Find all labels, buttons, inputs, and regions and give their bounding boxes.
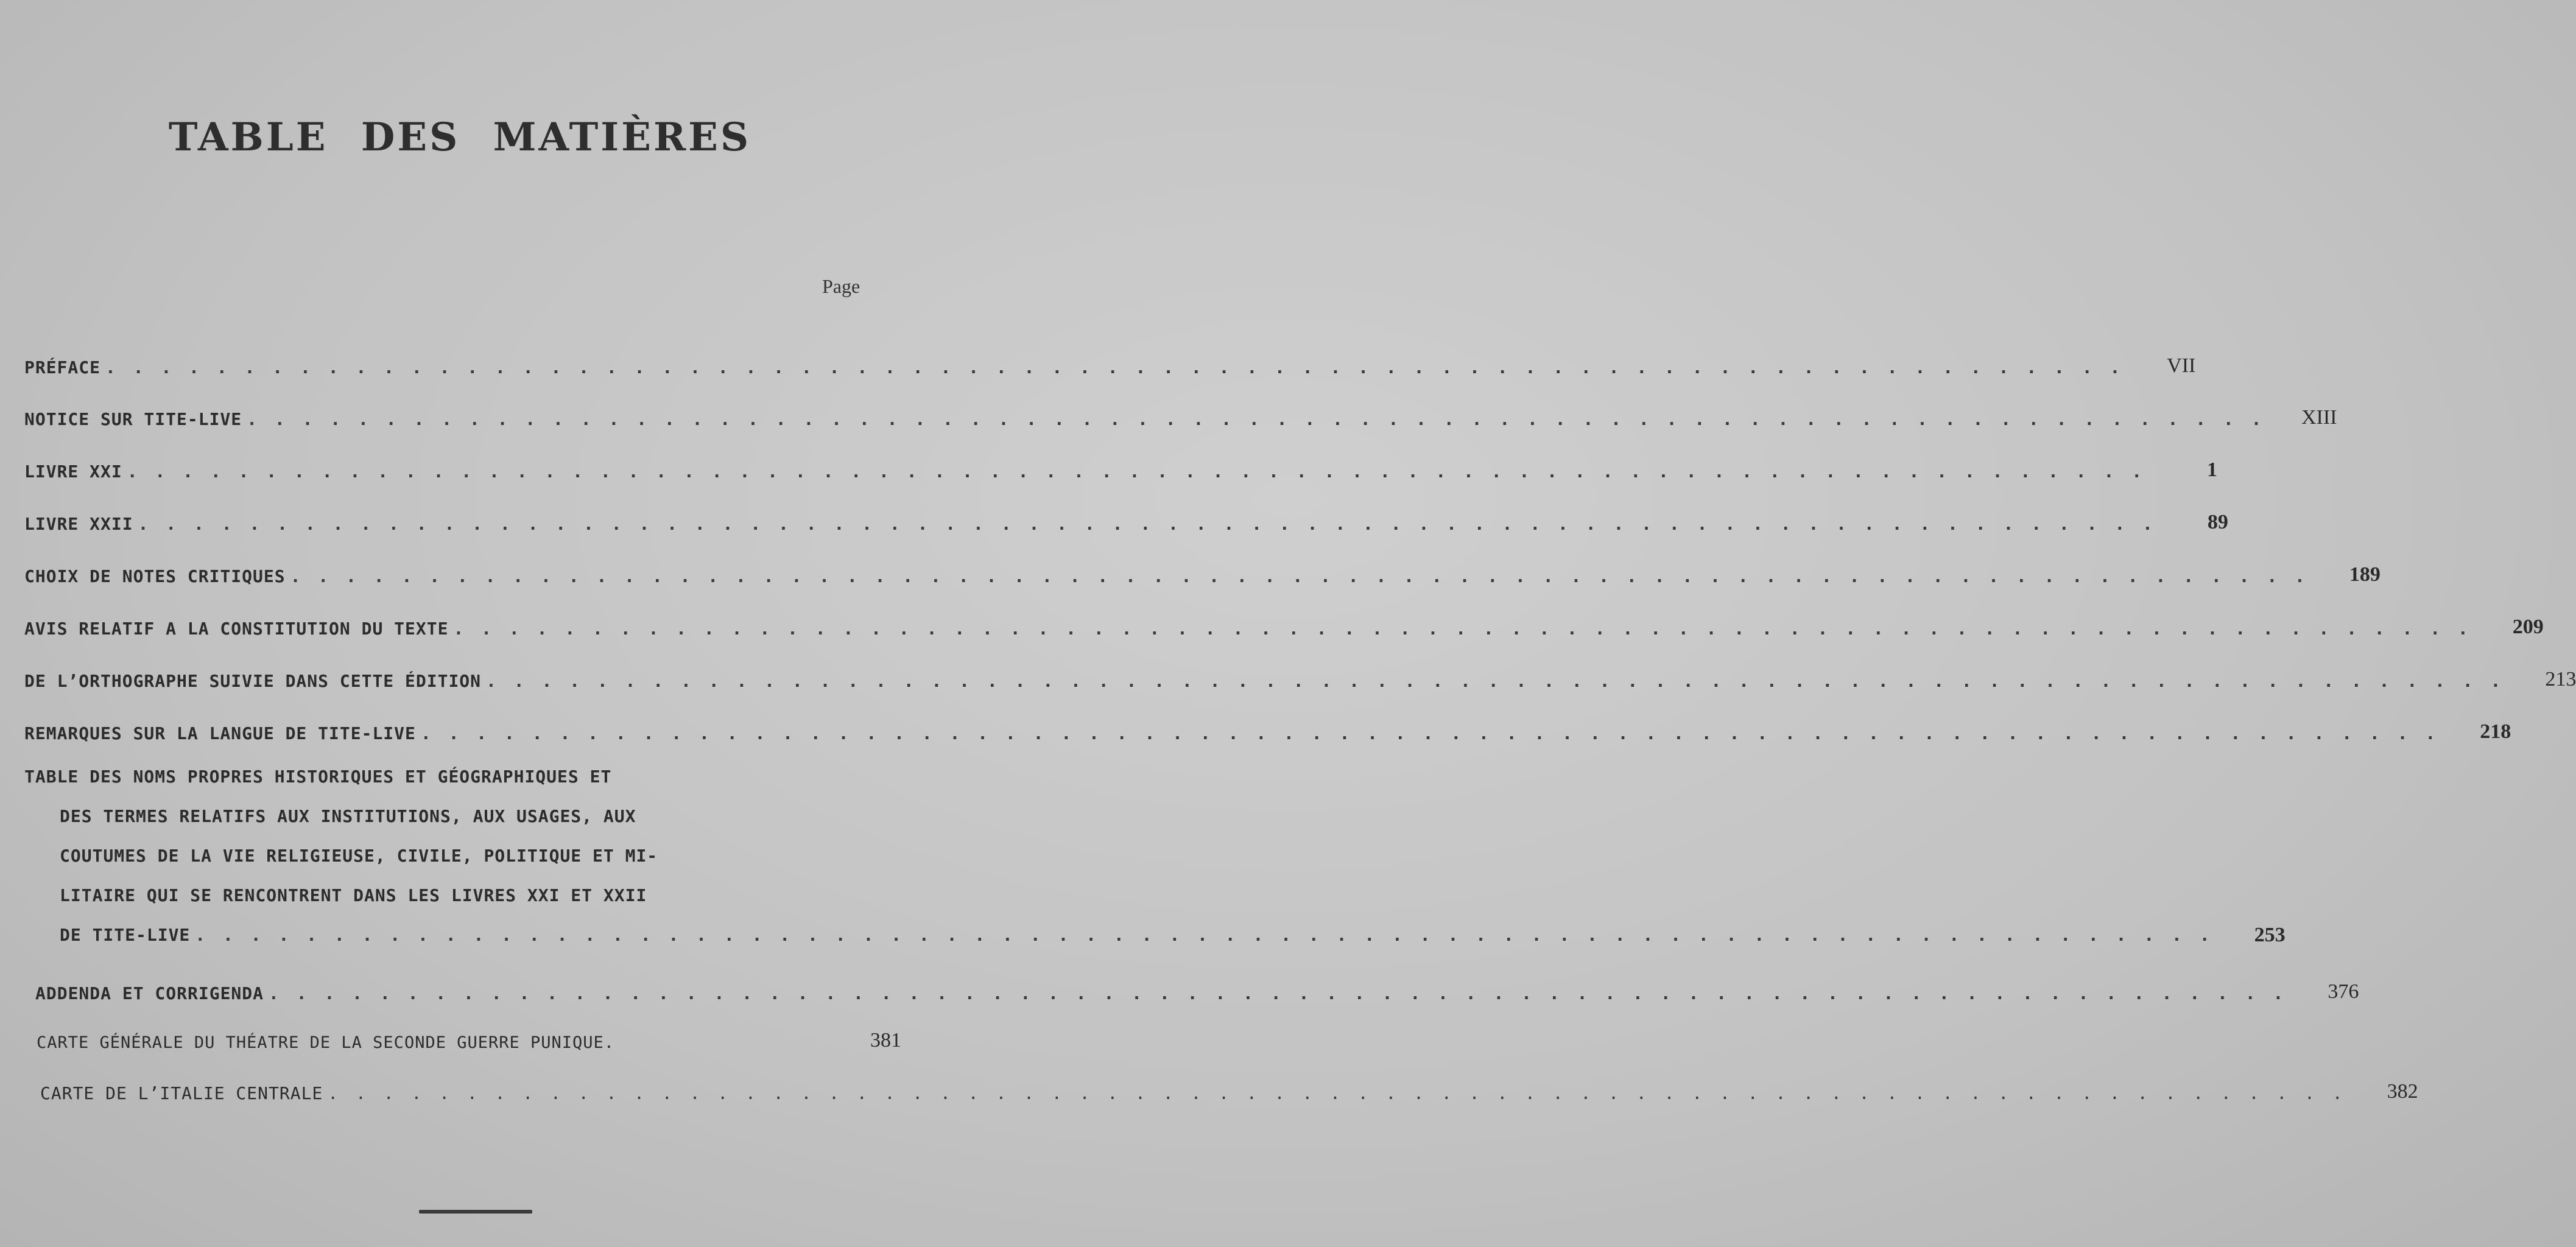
toc-entry-label: CARTE GÉNÉRALE DU THÉATRE DE LA SECONDE GUERRE PUNIQUE. (37, 1033, 615, 1052)
toc-entry-carte-generale[interactable] (24, 1003, 901, 1052)
toc-entry-page: 381 (870, 1029, 901, 1052)
toc-entry-page: 253 (2254, 924, 2286, 946)
toc-entry-line: LITAIRE QUI SE RENCONTRENT DANS LES LIVRES XXI ET XXII (60, 885, 647, 905)
toc-entry-page: 376 (2328, 980, 2359, 1003)
toc-entry-page: 89 (2207, 511, 2228, 533)
leader-dots: . . . . . . . . . . . . . . . . . . . . . . . . . . . . . . . . . . . . . . . . . . . . . . . . . . . . . . . . . . . . . . . . . . . . . . . . . (453, 619, 2472, 639)
toc-entry-page: 189 (2349, 563, 2381, 586)
toc-entry-notice[interactable] (24, 378, 2337, 429)
toc-entry-addenda[interactable] (24, 955, 2359, 1003)
leader-dots: . . . . . . . . . . . . . . . . . . . . . . . . . . . . . . . . . . . . . . . . . . . . . . . . . . . . . . . . . . . . . . . . . . . . . . . . . (269, 983, 2287, 1003)
toc-entry-label: AVIS RELATIF A LA CONSTITUTION DU TEXTE (24, 619, 449, 639)
toc-entry-label: REMARQUES SUR LA LANGUE DE TITE-LIVE (24, 723, 416, 743)
toc-entry-livre-xxi[interactable] (24, 429, 2218, 482)
leader-dots: . . . . . . . . . . . . . . . . . . . . . . . . . . . . . . . . . . . . . . . . . . . . . . . . . . . . . . . . . . . . . . . . . . . . . . . . . (127, 462, 2146, 482)
toc-entry-page: 213 (2545, 668, 2576, 690)
toc-entry-livre-xxii[interactable] (24, 482, 2228, 534)
toc-entry-label: CHOIX DE NOTES CRITIQUES (24, 566, 286, 586)
toc-entry-line: DE TITE-LIVE (60, 925, 191, 945)
toc-entry-notes-critiques[interactable] (24, 534, 2381, 586)
toc-entry-page: 218 (2480, 720, 2511, 743)
leader-dots: . . . . . . . . . . . . . . . . . . . . . . . . . . . . . . . . . . . . . . . . . . . . . . . . . . . . . . . . . . . . . . . . . . . . . . . . . (328, 1083, 2346, 1103)
toc-entry-line: TABLE DES NOMS PROPRES HISTORIQUES ET GÉOGRAPHIQUES ET (24, 767, 612, 787)
toc-entry-carte-italie[interactable] (24, 1052, 2418, 1103)
toc-entry-label: LIVRE XXII (24, 514, 133, 534)
leader-dots: . . . . . . . . . . . . . . . . . . . . . . . . . . . . . . . . . . . . . . . . . . . . . . . . . . . . . . . . . . . . . . . . . . . . . . . . . (420, 723, 2440, 743)
page-column-heading: Page (822, 275, 860, 297)
leader-dots: . . . . . . . . . . . . . . . . . . . . . . . . . . . . . . . . . . . . . . . . . . . . . . . . . . . . . . . . . . . . . . . . . . . . . . . . . (290, 566, 2309, 586)
leader-dots: . . . . . . . . . . . . . . . . . . . . . . . . . . . . . . . . . . . . . . . . . . . . . . . . . . . . . . . . . . . . . . . . . . . . . . . . . (105, 357, 2124, 378)
toc-entry-table-des-noms[interactable] (24, 757, 2286, 955)
toc-entry-preface[interactable] (24, 326, 2196, 378)
toc-entry-label: CARTE DE L’ITALIE CENTRALE (40, 1083, 323, 1103)
toc-entry-line: DES TERMES RELATIFS AUX INSTITUTIONS, AUX USAGES, AUX (60, 806, 636, 826)
toc-entry-label: DE L’ORTHOGRAPHE SUIVIE DANS CETTE ÉDITION (24, 671, 482, 691)
toc-entry-page: XIII (2301, 406, 2337, 429)
table-of-contents (24, 326, 2576, 1103)
toc-entry-remarques[interactable] (24, 691, 2511, 743)
toc-entry-page: VII (2167, 354, 2196, 377)
toc-entry-last-line (24, 915, 2286, 955)
toc-entry-label: LIVRE XXI (24, 462, 122, 482)
toc-entry-label: PRÉFACE (24, 357, 101, 378)
toc-entry-orthographe[interactable] (24, 639, 2576, 691)
toc-entry-page: 209 (2512, 616, 2544, 638)
closing-rule (419, 1210, 532, 1214)
leader-dots: . . . . . . . . . . . . . . . . . . . . . . . . . . . . . . . . . . . . . . . . . . . . . . . . . . . . . . . . . . . . . . . . . . . . . . . . . (195, 925, 2214, 945)
leader-dots: . . . . . . . . . . . . . . . . . . . . . . . . . . . . . . . . . . . . . . . . . . . . . . . . . . . . . . . . . . . . . . . . . . . . . . . . . (138, 514, 2156, 534)
toc-entry-page: 1 (2207, 458, 2218, 481)
toc-entry-label: NOTICE SUR TITE-LIVE (24, 409, 242, 429)
toc-entry-label: ADDENDA ET CORRIGENDA (35, 983, 264, 1003)
toc-entry-avis[interactable] (24, 586, 2544, 639)
leader-dots: . . . . . . . . . . . . . . . . . . . . . . . . . . . . . . . . . . . . . . . . . . . . . . . . . . . . . . . . . . . . . . . . . . . . . . . . . (247, 409, 2265, 429)
toc-entry-line: COUTUMES DE LA VIE RELIGIEUSE, CIVILE, POLITIQUE ET MI- (60, 846, 658, 866)
toc-entry-page: 382 (2387, 1080, 2418, 1103)
page-title: TABLE DES MATIÈRES (168, 114, 751, 160)
leader-dots: . . . . . . . . . . . . . . . . . . . . . . . . . . . . . . . . . . . . . . . . . . . . . . . . . . . . . . . . . . . . . . . . . . . . . . . . . (486, 671, 2505, 691)
